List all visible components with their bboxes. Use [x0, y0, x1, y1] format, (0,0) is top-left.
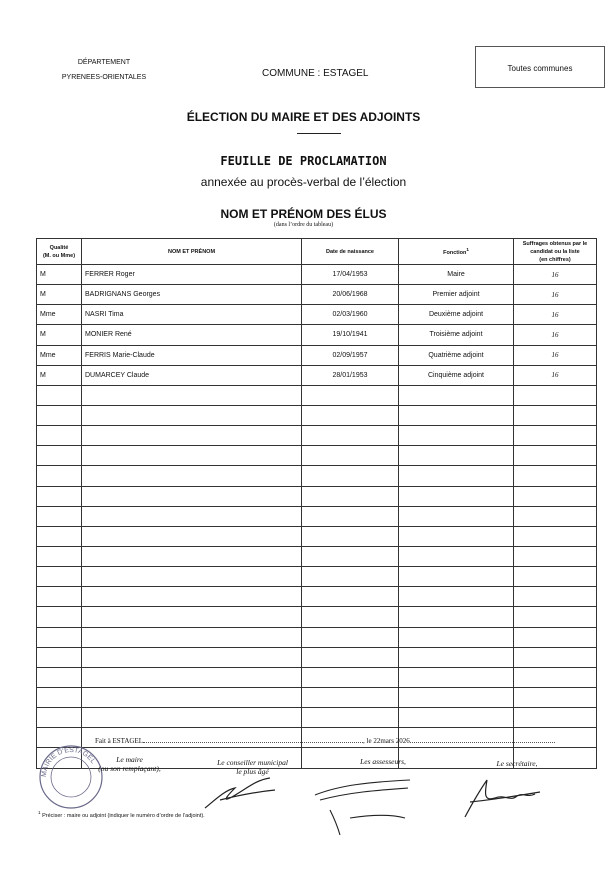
cell-date [302, 486, 399, 506]
header-fonction-label: Fonction [443, 249, 467, 256]
cell-suffrages [514, 385, 597, 405]
cell-qualite: Mme [37, 305, 82, 325]
cell-qualite: M [37, 285, 82, 305]
maire-title: Le maire [116, 755, 143, 764]
departement-label: DÉPARTEMENT [77, 59, 131, 66]
table-row [37, 647, 597, 667]
cell-date [302, 446, 399, 466]
cell-nom [82, 708, 302, 728]
cell-suffrages [514, 506, 597, 526]
cell-fonction [399, 385, 514, 405]
cell-suffrages [514, 486, 597, 506]
table-row [37, 265, 597, 285]
cell-nom: DUMARCEY Claude [82, 365, 302, 385]
cell-suffrages [514, 587, 597, 607]
departement-name: PYRENEES-ORIENTALES [61, 74, 147, 81]
cell-nom [82, 627, 302, 647]
footnote [38, 810, 205, 819]
header-date: Date de naissance [302, 239, 399, 265]
cell-nom [82, 687, 302, 707]
cell-suffrages: 16 [514, 305, 597, 325]
cell-fonction: Premier adjoint [399, 285, 514, 305]
communes-box [475, 46, 605, 88]
cell-nom [82, 446, 302, 466]
table-row [37, 667, 597, 687]
cell-suffrages: 16 [514, 365, 597, 385]
table-row [37, 526, 597, 546]
cell-nom [82, 546, 302, 566]
cell-qualite [37, 405, 82, 425]
communes-box-label: Toutes communes [507, 64, 573, 73]
cell-suffrages: 16 [514, 325, 597, 345]
cell-suffrages [514, 426, 597, 446]
feuille-title: FEUILLE DE PROCLAMATION [220, 154, 387, 168]
cell-fonction: Cinquième adjoint [399, 365, 514, 385]
footnote-sup: 1 [38, 810, 41, 815]
cell-suffrages: 16 [514, 265, 597, 285]
title-divider [297, 133, 341, 134]
cell-nom [82, 526, 302, 546]
cell-qualite [37, 546, 82, 566]
cell-date: 02/03/1960 [302, 305, 399, 325]
fait-dots-end [410, 742, 555, 743]
cell-suffrages [514, 446, 597, 466]
cell-date: 17/04/1953 [302, 265, 399, 285]
noms-title: NOM ET PRÉNOM DES ÉLUS [220, 207, 387, 221]
cell-nom: NASRI Tima [82, 305, 302, 325]
cell-date: 02/09/1957 [302, 345, 399, 365]
cell-qualite [37, 667, 82, 687]
cell-fonction [399, 546, 514, 566]
cell-fonction [399, 627, 514, 647]
cell-date [302, 587, 399, 607]
table-row [37, 687, 597, 707]
cell-suffrages [514, 466, 597, 486]
cell-suffrages [514, 687, 597, 707]
cell-qualite [37, 506, 82, 526]
mairie-stamp [36, 742, 106, 812]
cell-fonction [399, 587, 514, 607]
cell-fonction: Deuxième adjoint [399, 305, 514, 325]
cell-qualite: Mme [37, 345, 82, 365]
header-qualite-label: Qualité [49, 244, 69, 251]
cell-qualite [37, 466, 82, 486]
cell-fonction [399, 567, 514, 587]
svg-text:MAIRIE D'ESTAGEL: MAIRIE D'ESTAGEL [40, 746, 97, 778]
cell-date [302, 708, 399, 728]
header-suffrages [514, 239, 597, 265]
cell-fonction [399, 647, 514, 667]
header-fonction [399, 239, 514, 265]
cell-fonction: Quatrième adjoint [399, 345, 514, 365]
cell-fonction [399, 426, 514, 446]
cell-qualite [37, 426, 82, 446]
cell-qualite [37, 607, 82, 627]
election-title: ÉLECTION DU MAIRE ET DES ADJOINTS [186, 110, 421, 124]
cell-date [302, 607, 399, 627]
cell-suffrages [514, 405, 597, 425]
cell-qualite [37, 647, 82, 667]
cell-suffrages [514, 607, 597, 627]
elus-table [36, 238, 597, 769]
table-row [37, 285, 597, 305]
cell-nom [82, 567, 302, 587]
conseiller-title: Le conseiller municipal [217, 758, 288, 767]
fait-dots [143, 742, 363, 743]
fait-line [95, 737, 555, 745]
table-row [37, 305, 597, 325]
table-row [37, 365, 597, 385]
table-row [37, 466, 597, 486]
cell-date [302, 526, 399, 546]
secretaire-label: Le secrétaire, [496, 759, 538, 768]
cell-qualite [37, 708, 82, 728]
commune-name: COMMUNE : ESTAGEL [262, 68, 369, 79]
header-suffrages-sub: (en chiffres) [539, 256, 571, 263]
assesseurs-label: Les assesseurs, [360, 757, 406, 766]
header-suffrages-label: Suffrages obtenus par le candidat ou la liste [522, 240, 588, 255]
cell-suffrages [514, 647, 597, 667]
cell-qualite [37, 687, 82, 707]
annexee-subtitle: annexée au procès-verbal de l’élection [200, 175, 407, 189]
cell-fonction [399, 687, 514, 707]
cell-nom [82, 486, 302, 506]
cell-nom [82, 647, 302, 667]
departement-block [44, 55, 164, 85]
header-qualite [37, 239, 82, 265]
cell-date [302, 647, 399, 667]
table-row [37, 325, 597, 345]
conseiller-signature [200, 770, 280, 815]
cell-date [302, 546, 399, 566]
fait-date: , le 22mars 2026 [363, 737, 410, 745]
cell-suffrages: 16 [514, 345, 597, 365]
header-fonction-sup: 1 [466, 247, 469, 253]
cell-qualite [37, 587, 82, 607]
secretaire-signature [455, 772, 550, 822]
cell-nom: FERRER Roger [82, 265, 302, 285]
header-qualite-sub: (M. ou Mme) [42, 252, 76, 259]
cell-nom [82, 587, 302, 607]
cell-fonction [399, 405, 514, 425]
cell-date [302, 405, 399, 425]
cell-fonction [399, 506, 514, 526]
cell-qualite: M [37, 365, 82, 385]
cell-nom [82, 506, 302, 526]
cell-fonction [399, 667, 514, 687]
table-row [37, 627, 597, 647]
cell-nom [82, 466, 302, 486]
table-row [37, 405, 597, 425]
cell-date [302, 627, 399, 647]
cell-nom: BADRIGNANS Georges [82, 285, 302, 305]
cell-fonction [399, 466, 514, 486]
cell-nom [82, 405, 302, 425]
cell-fonction [399, 607, 514, 627]
cell-qualite: M [37, 265, 82, 285]
cell-date [302, 466, 399, 486]
header-nom: NOM ET PRÉNOM [82, 239, 302, 265]
cell-fonction [399, 526, 514, 546]
cell-date [302, 506, 399, 526]
cell-nom [82, 426, 302, 446]
table-row [37, 486, 597, 506]
cell-nom [82, 385, 302, 405]
assesseurs-signature [310, 770, 415, 840]
footnote-text: Préciser : maire ou adjoint (indiquer le numéro d’ordre de l’adjoint). [42, 812, 205, 819]
table-row [37, 506, 597, 526]
maire-subtitle: (ou son remplaçant), [98, 764, 161, 773]
cell-date [302, 426, 399, 446]
cell-suffrages [514, 667, 597, 687]
cell-suffrages [514, 546, 597, 566]
cell-fonction [399, 446, 514, 466]
table-row [37, 607, 597, 627]
conseiller-subtitle: le plus âgé [236, 767, 269, 776]
table-row [37, 385, 597, 405]
table-row [37, 567, 597, 587]
cell-qualite [37, 446, 82, 466]
cell-date [302, 567, 399, 587]
ordre-note: (dans l’ordre du tableau) [273, 222, 334, 228]
cell-suffrages [514, 708, 597, 728]
cell-qualite: M [37, 325, 82, 345]
cell-qualite [37, 526, 82, 546]
cell-nom: FERRIS Marie-Claude [82, 345, 302, 365]
table-row [37, 426, 597, 446]
cell-suffrages [514, 627, 597, 647]
table-header-row [37, 239, 597, 265]
cell-qualite [37, 385, 82, 405]
cell-date [302, 687, 399, 707]
cell-date [302, 667, 399, 687]
cell-fonction: Troisième adjoint [399, 325, 514, 345]
cell-suffrages [514, 567, 597, 587]
fait-a: Fait à ESTAGEL [95, 737, 144, 745]
cell-nom [82, 667, 302, 687]
cell-qualite [37, 627, 82, 647]
table-row [37, 587, 597, 607]
cell-qualite [37, 567, 82, 587]
table-row [37, 345, 597, 365]
cell-nom [82, 607, 302, 627]
cell-fonction [399, 486, 514, 506]
cell-qualite [37, 486, 82, 506]
table-row [37, 546, 597, 566]
cell-date: 28/01/1953 [302, 365, 399, 385]
cell-date [302, 385, 399, 405]
cell-nom: MONIER René [82, 325, 302, 345]
cell-date: 19/10/1941 [302, 325, 399, 345]
cell-date: 20/06/1968 [302, 285, 399, 305]
cell-suffrages [514, 526, 597, 546]
cell-suffrages: 16 [514, 285, 597, 305]
table-row [37, 708, 597, 728]
cell-fonction: Maire [399, 265, 514, 285]
maire-label [92, 755, 167, 773]
cell-fonction [399, 708, 514, 728]
table-row [37, 446, 597, 466]
